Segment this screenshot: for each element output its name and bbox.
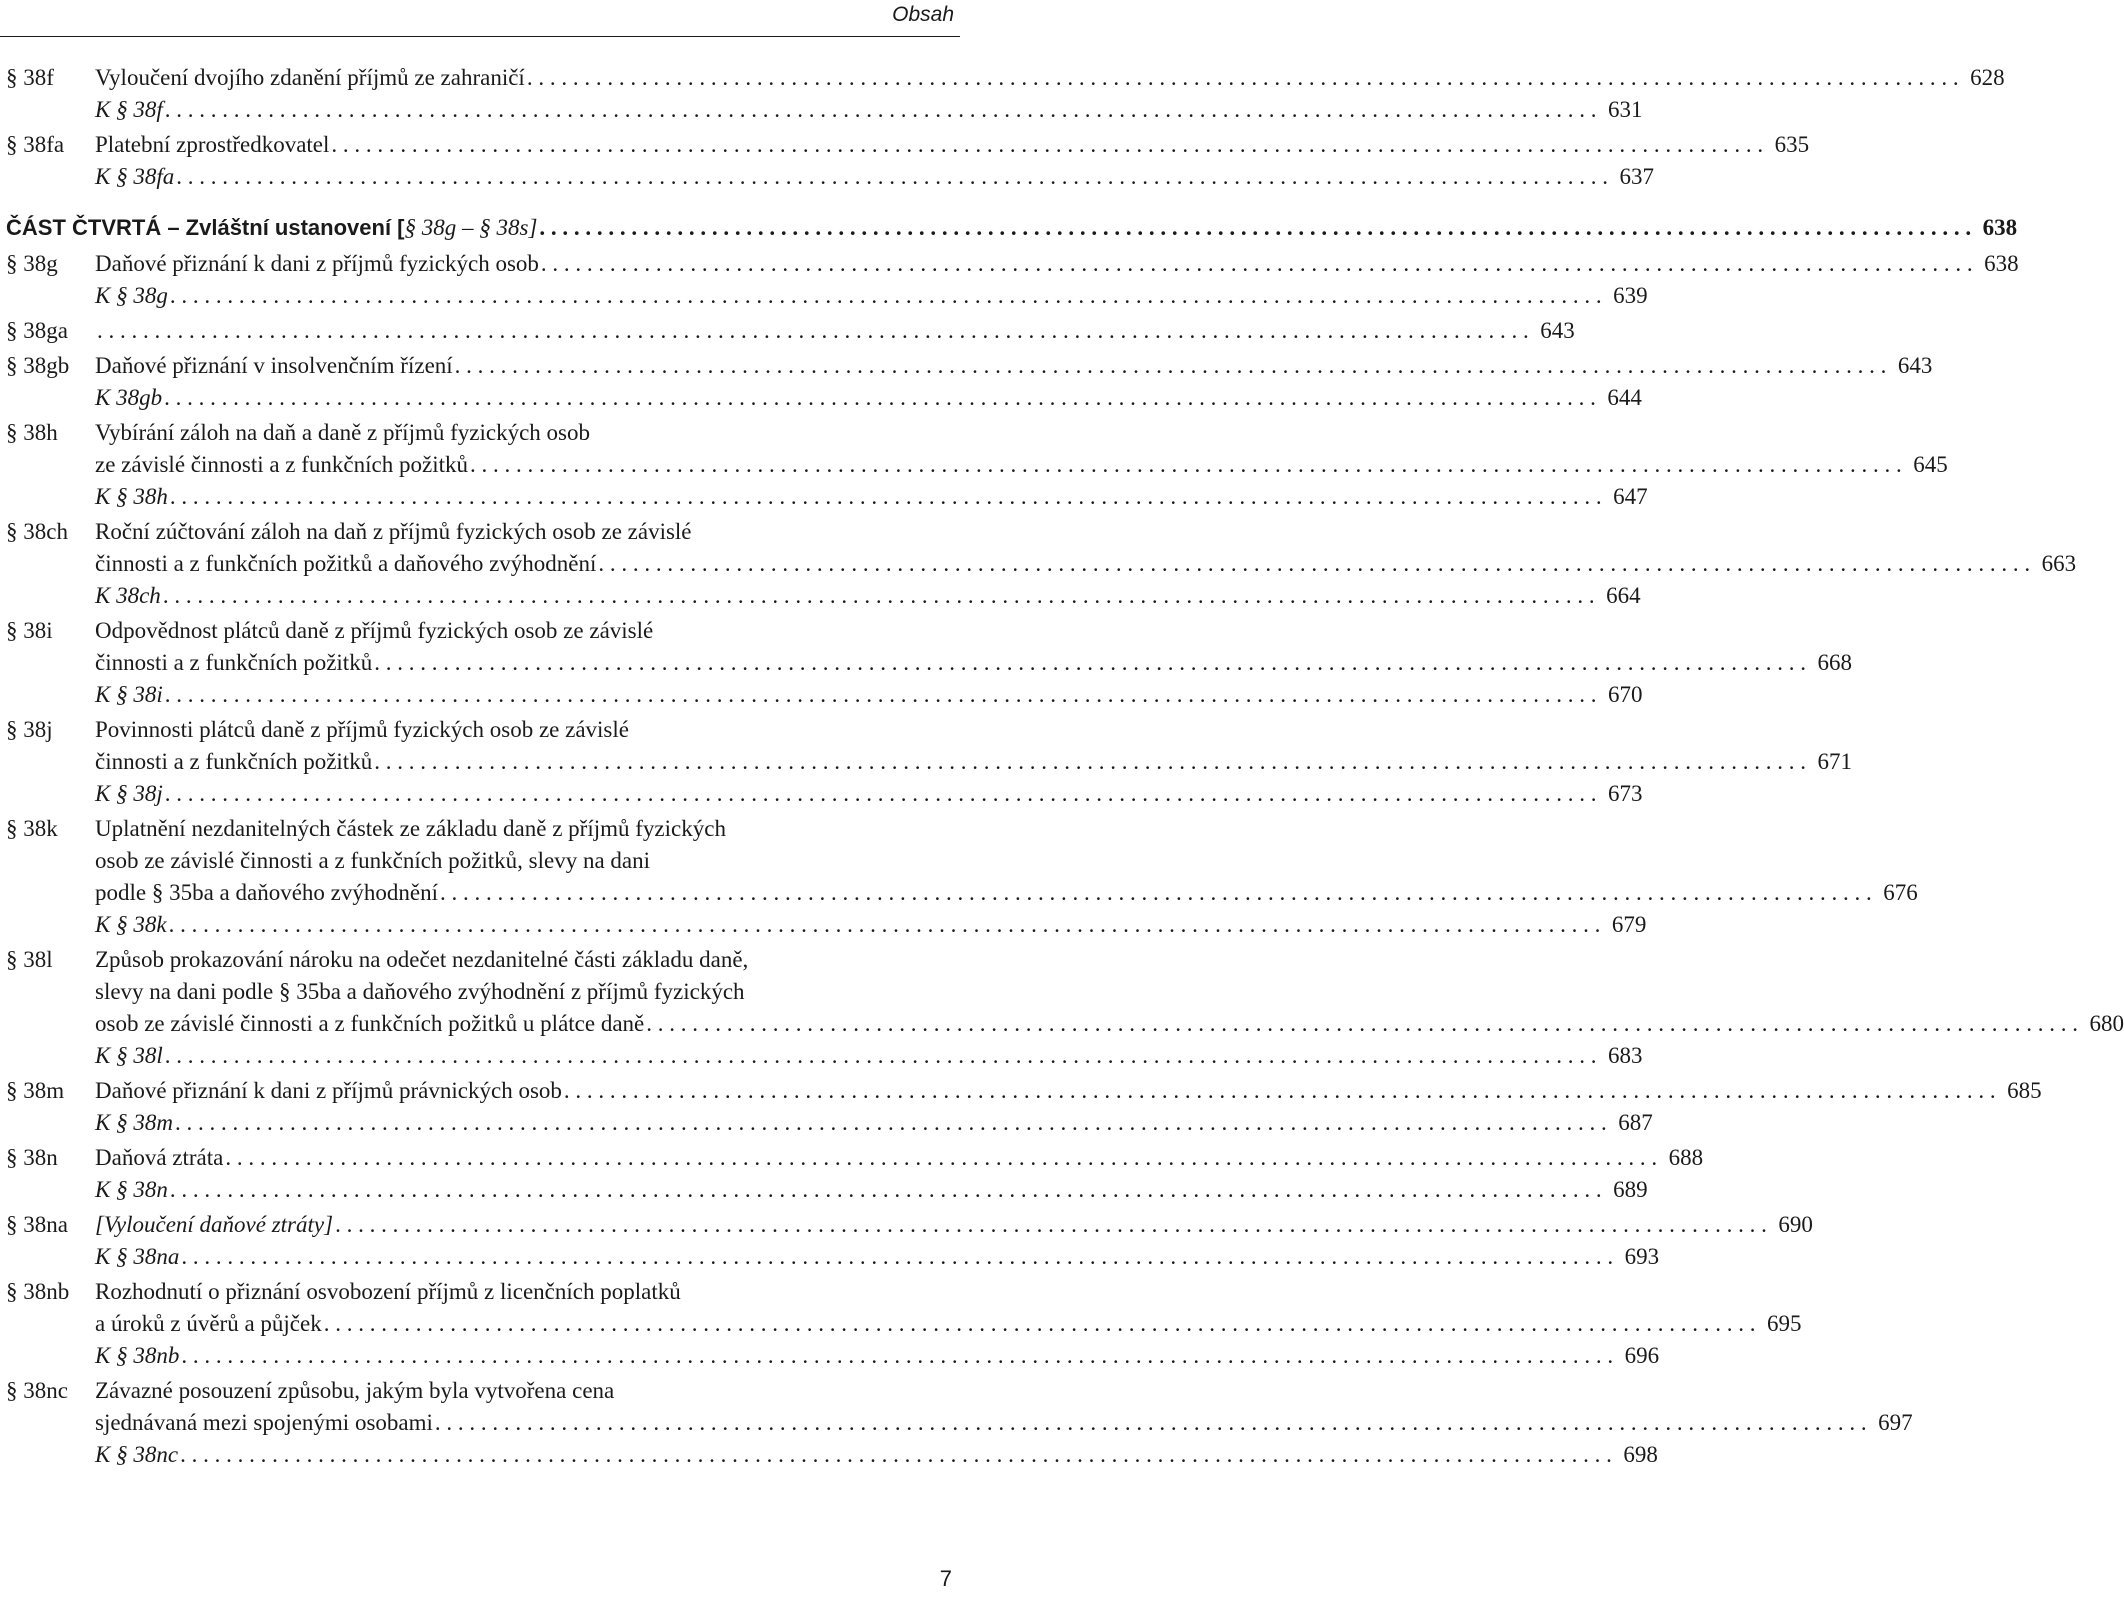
toc-row (6, 813, 956, 845)
entry-text-wrap (95, 1142, 1704, 1174)
dot-leader (335, 1209, 1767, 1241)
page-number-ref: 676 (1883, 880, 1918, 905)
dot-leader (541, 248, 1973, 280)
toc-commentary-row[interactable] (6, 778, 1643, 810)
page-number-ref: 693 (1624, 1244, 1660, 1269)
entry-title: Uplatnění nezdanitelných částek ze základu daně z příjmů fyzických (95, 816, 726, 841)
section-number: § 38gb (6, 353, 70, 378)
entry-text-wrap (95, 778, 1643, 810)
toc-commentary-row[interactable] (6, 1241, 1660, 1273)
entry-text-wrap (95, 161, 1654, 193)
toc-row (6, 516, 956, 548)
dot-leader (470, 449, 1902, 481)
entry-text-wrap (95, 580, 1641, 612)
dot-leader (646, 1008, 2078, 1040)
entry-title: Povinnosti plátců daně z příjmů fyzických osob ze závislé (95, 717, 629, 742)
toc-row[interactable] (6, 647, 1852, 679)
dot-leader (374, 746, 1806, 778)
entry-title: Daňová ztráta (95, 1145, 224, 1170)
commentary-label: K § 38i (95, 682, 163, 707)
dot-leader (175, 1107, 1607, 1139)
page-number-ref: 685 (2007, 1078, 2042, 1103)
dot-leader (176, 161, 1608, 193)
entry-text-wrap (95, 746, 1852, 778)
entry-text-wrap (95, 449, 1948, 481)
section-number: § 38nb (6, 1279, 70, 1304)
toc-entry (6, 1276, 1802, 1372)
section-gap (6, 196, 956, 212)
page-number-ref: 689 (1613, 1177, 1648, 1202)
page-number-ref: 688 (1668, 1145, 1704, 1170)
part-range: § 38g – § 38s] (404, 215, 538, 240)
dot-leader (440, 877, 1872, 909)
page-number-ref: 668 (1817, 650, 1852, 675)
toc-entry (6, 944, 2124, 1072)
toc-row[interactable] (6, 877, 1918, 909)
toc-entry (6, 516, 2077, 612)
entry-text-wrap (95, 315, 1575, 347)
page-number-ref: 690 (1778, 1212, 1813, 1237)
section-number: § 38ch (6, 519, 68, 544)
page-number-ref: 664 (1606, 583, 1641, 608)
part-title: ČÁST ČTVRTÁ – Zvláštní ustanovení [ (6, 215, 405, 240)
header-rule (0, 36, 960, 37)
toc-row[interactable] (6, 1308, 1802, 1340)
toc-row[interactable] (6, 449, 1948, 481)
page-number-ref: 637 (1619, 164, 1654, 189)
toc-row (6, 1375, 956, 1407)
toc-row[interactable] (6, 548, 2077, 580)
entry-title: sjednávaná mezi spojenými osobami (95, 1410, 433, 1435)
toc-commentary-row[interactable] (6, 1107, 1653, 1139)
toc-entry (6, 714, 1852, 810)
commentary-label: K § 38fa (95, 164, 175, 189)
entry-title: osob ze závislé činnosti a z funkčních požitků u plátce daně (95, 1011, 645, 1036)
entry-text-wrap (95, 548, 2077, 580)
dot-leader (564, 1075, 1996, 1107)
dot-leader (180, 1439, 1612, 1471)
toc-entry (6, 129, 1810, 193)
toc-commentary-row[interactable] (6, 161, 1654, 193)
toc-row[interactable] (6, 62, 2005, 94)
toc-commentary-row[interactable] (6, 1439, 1658, 1471)
toc-row (6, 845, 956, 877)
toc-entry (6, 615, 1852, 711)
dot-leader (455, 350, 1887, 382)
dot-leader (324, 1308, 1756, 1340)
toc-commentary-row[interactable] (6, 382, 1642, 414)
toc-entry (6, 417, 1948, 513)
toc-commentary-row[interactable] (6, 580, 1641, 612)
toc-commentary-row[interactable] (6, 1340, 1660, 1372)
commentary-label: K § 38g (95, 283, 168, 308)
toc-entry (6, 62, 2005, 126)
entry-text-wrap (95, 516, 956, 548)
dot-leader (181, 1241, 1613, 1273)
dot-leader (598, 548, 2030, 580)
dot-leader (181, 1340, 1613, 1372)
toc-entry (6, 1209, 1813, 1273)
section-number: § 38m (6, 1078, 65, 1103)
commentary-label: K § 38j (95, 781, 163, 806)
page-header (0, 0, 960, 40)
entry-text-wrap (95, 481, 1648, 513)
page-number-ref: 671 (1817, 749, 1852, 774)
toc-commentary-row[interactable] (6, 1040, 1643, 1072)
page-number-ref: 647 (1613, 484, 1648, 509)
dot-leader (225, 1142, 1657, 1174)
entry-text-wrap (95, 1241, 1660, 1273)
toc-row[interactable] (6, 315, 1575, 347)
toc-row (6, 615, 956, 647)
entry-text-wrap (95, 1075, 2042, 1107)
toc-entry (6, 248, 2019, 312)
page-number-ref: 635 (1774, 132, 1810, 157)
entry-text-wrap (95, 845, 956, 877)
section-number: § 38i (6, 618, 53, 643)
entry-title: Platební zprostředkovatel (95, 132, 330, 157)
page-number-ref: 695 (1766, 1311, 1802, 1336)
entry-title: osob ze závislé činnosti a z funkčních požitků, slevy na dani (95, 848, 651, 873)
entry-text-wrap (95, 1040, 1643, 1072)
commentary-label: K § 38na (95, 1244, 180, 1269)
page-number-ref: 673 (1607, 781, 1643, 806)
section-number: § 38k (6, 816, 58, 841)
toc-row[interactable] (6, 1075, 2042, 1107)
toc-row[interactable] (6, 248, 2019, 280)
entry-text-wrap (95, 1308, 1802, 1340)
commentary-label: K § 38k (95, 912, 167, 937)
entry-text-wrap (95, 1375, 956, 1407)
entry-title: Odpovědnost plátců daně z příjmů fyzických osob ze závislé (95, 618, 654, 643)
section-number: § 38h (6, 420, 58, 445)
entry-text-wrap (95, 714, 956, 746)
commentary-label: K § 38nc (95, 1442, 179, 1467)
dot-leader (170, 1174, 1602, 1206)
toc-row (6, 944, 956, 976)
dot-leader (527, 62, 1959, 94)
page-number-ref: 631 (1607, 97, 1643, 122)
entry-text-wrap (95, 1276, 956, 1308)
section-number: § 38fa (6, 132, 65, 157)
entry-title: [Vyloučení daňové ztráty] (95, 1212, 334, 1237)
entry-title: Roční zúčtování záloh na daň z příjmů fyzických osob ze závislé (95, 519, 692, 544)
entry-text-wrap (95, 944, 956, 976)
entry-text-wrap (95, 1439, 1658, 1471)
entry-title: Vyloučení dvojího zdanění příjmů ze zahraničí (95, 65, 525, 90)
toc-row[interactable] (6, 350, 1933, 382)
toc-commentary-row[interactable] (6, 909, 1647, 941)
entry-title: Závazné posouzení způsobu, jakým byla vytvořena cena (95, 1378, 615, 1403)
dot-leader (165, 679, 1597, 711)
header-title: Obsah (892, 3, 954, 26)
toc-list-part-four (6, 248, 2124, 1471)
page-number-ref: 643 (1897, 353, 1933, 378)
section-number: § 38n (6, 1145, 58, 1170)
entry-text-wrap (95, 62, 2005, 94)
dot-leader (164, 382, 1596, 414)
entry-text-wrap (95, 280, 1648, 312)
entry-text-wrap (95, 647, 1852, 679)
section-number: § 38l (6, 947, 53, 972)
toc-list-part-three (6, 62, 2005, 193)
commentary-label: K § 38nb (95, 1343, 180, 1368)
section-number: § 38j (6, 717, 53, 742)
commentary-label: K § 38n (95, 1177, 168, 1202)
entry-title: činnosti a z funkčních požitků (95, 650, 373, 675)
dot-leader (331, 129, 1763, 161)
commentary-label: K 38gb (95, 385, 163, 410)
entry-title: Daňové přiznání k dani z příjmů právnických osob (95, 1078, 562, 1103)
entry-text-wrap (95, 382, 1642, 414)
toc-row[interactable] (6, 746, 1852, 778)
section-number: § 38f (6, 65, 54, 90)
section-number: § 38ga (6, 318, 68, 343)
commentary-label: K 38ch (95, 583, 161, 608)
entry-text-wrap (95, 350, 1933, 382)
entry-text-wrap (95, 129, 1810, 161)
page-number-ref: 680 (2089, 1011, 2124, 1036)
toc-row (6, 976, 956, 1008)
dot-leader (163, 580, 1595, 612)
entry-title: Rozhodnutí o přiznání osvobození příjmů z licenčních poplatků (95, 1279, 681, 1304)
page-number-ref: 638 (1984, 251, 2019, 276)
page-number-ref: 670 (1607, 682, 1643, 707)
entry-title: Daňové přiznání v insolvenčním řízení (95, 353, 453, 378)
page-number-ref: 679 (1611, 912, 1647, 937)
entry-title: ze závislé činnosti a z funkčních požitků (95, 452, 468, 477)
toc-row[interactable] (6, 1008, 2124, 1040)
toc-row (6, 1276, 956, 1308)
dot-leader (165, 1040, 1597, 1072)
entry-title: Daňové přiznání k dani z příjmů fyzických osob (95, 251, 539, 276)
toc-row (6, 417, 956, 449)
section-number: § 38na (6, 1212, 68, 1237)
page-number-ref: 645 (1913, 452, 1948, 477)
page-number-ref: 663 (2041, 551, 2077, 576)
dot-leader (165, 778, 1597, 810)
section-number: § 38g (6, 251, 58, 276)
toc-row[interactable] (6, 129, 1810, 161)
page-number-ref: 644 (1607, 385, 1642, 410)
entry-text-wrap (95, 877, 1918, 909)
toc-entry (6, 1142, 1704, 1206)
toc-entry (6, 350, 1933, 414)
entry-text-wrap (95, 909, 1647, 941)
page-number-ref: 697 (1878, 1410, 1913, 1435)
entry-text-wrap (95, 248, 2019, 280)
toc-entry (6, 1375, 1913, 1471)
toc-entry (6, 813, 1918, 941)
page-number-ref: 696 (1624, 1343, 1660, 1368)
entry-text-wrap (95, 1107, 1653, 1139)
commentary-label: K § 38l (95, 1043, 163, 1068)
section-number: § 38nc (6, 1378, 68, 1403)
toc-row[interactable] (6, 1142, 1704, 1174)
dot-leader (169, 909, 1601, 941)
toc-commentary-row[interactable] (6, 481, 1648, 513)
table-of-contents (6, 62, 2124, 1474)
toc-row[interactable] (6, 1209, 1813, 1241)
dot-leader (374, 647, 1806, 679)
page-number-ref: 628 (1970, 65, 2005, 90)
entry-title: Vybírání záloh na daň a daně z příjmů fyzických osob (95, 420, 590, 445)
toc-row (6, 714, 956, 746)
entry-title: a úroků z úvěrů a půjček (95, 1311, 322, 1336)
entry-text-wrap (95, 615, 956, 647)
entry-title: Způsob prokazování nároku na odečet nezdanitelné části základu daně, (95, 947, 749, 972)
toc-commentary-row[interactable] (6, 280, 1648, 312)
commentary-label: K § 38h (95, 484, 168, 509)
entry-text-wrap (95, 813, 956, 845)
part-page-number: 638 (1982, 215, 2018, 240)
page-number-ref: 643 (1540, 318, 1575, 343)
dot-leader (435, 1407, 1867, 1439)
page-number-ref: 639 (1613, 283, 1648, 308)
entry-title: činnosti a z funkčních požitků (95, 749, 373, 774)
toc-row[interactable] (6, 1407, 1913, 1439)
entry-text-wrap (95, 1008, 2124, 1040)
toc-part-heading[interactable] (6, 212, 2018, 244)
entry-text-wrap (95, 976, 956, 1008)
entry-text-wrap (95, 1174, 1648, 1206)
toc-commentary-row[interactable] (6, 94, 1643, 126)
toc-commentary-row[interactable] (6, 679, 1643, 711)
entry-text-wrap (95, 1209, 1813, 1241)
entry-text-wrap (95, 1407, 1913, 1439)
entry-text-wrap (95, 1340, 1660, 1372)
commentary-label: K § 38m (95, 1110, 173, 1135)
page-number: 7 (939, 1566, 952, 1591)
entry-title: slevy na dani podle § 35ba a daňového zvýhodnění z příjmů fyzických (95, 979, 745, 1004)
entry-text-wrap (95, 417, 956, 449)
entry-title: podle § 35ba a daňového zvýhodnění (95, 880, 438, 905)
dot-leader (539, 212, 1971, 244)
page-number-ref: 687 (1618, 1110, 1653, 1135)
dot-leader (170, 280, 1602, 312)
part-heading-text (6, 212, 537, 244)
dot-leader (170, 481, 1602, 513)
dot-leader (165, 94, 1597, 126)
commentary-label: K § 38f (95, 97, 163, 122)
entry-text-wrap (95, 94, 1643, 126)
toc-entry (6, 1075, 2042, 1139)
toc-entry (6, 315, 1575, 347)
entry-text-wrap (95, 679, 1643, 711)
entry-title: činnosti a z funkčních požitků a daňového zvýhodnění (95, 551, 597, 576)
page-number-ref: 698 (1623, 1442, 1658, 1467)
dot-leader (97, 315, 1529, 347)
page-number-ref: 683 (1607, 1043, 1643, 1068)
toc-commentary-row[interactable] (6, 1174, 1648, 1206)
